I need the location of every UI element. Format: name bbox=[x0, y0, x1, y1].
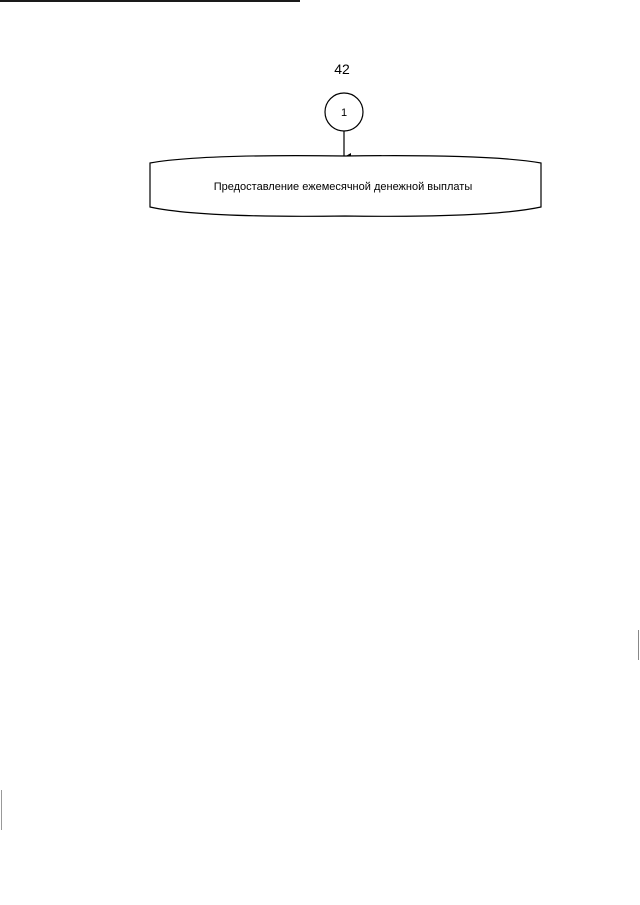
process-node bbox=[150, 156, 541, 217]
page-number: 42 bbox=[334, 61, 350, 77]
connector-label: 1 bbox=[340, 107, 348, 119]
connector-node bbox=[325, 93, 363, 131]
process-label: Предоставление ежемесячной денежной выплаты bbox=[213, 181, 473, 193]
